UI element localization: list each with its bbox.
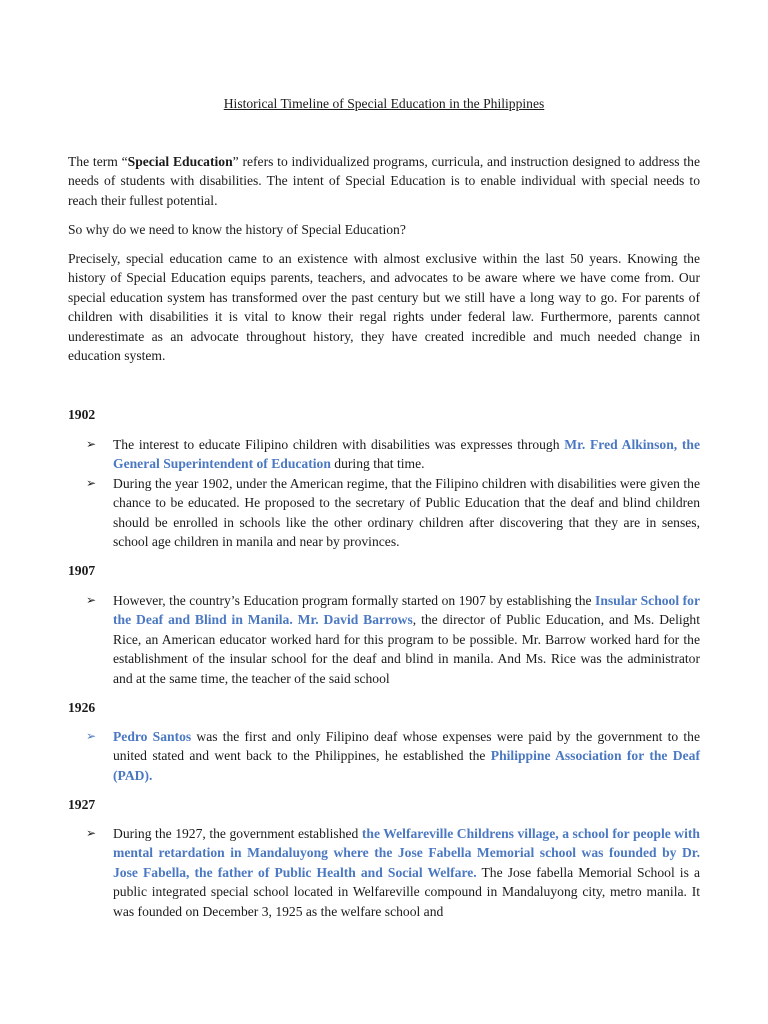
list-item: ➢ However, the country’s Education program formally started on 1907 by establishing the Insular School for the Deaf and Blind in Manila. Mr. David Barrows, the director of Public Education, and Ms. Delight Rice, an American educator worked hard for this program to be possible. Mr. Barrow worked hard for the establishment of the insular school for the deaf and blind in manila. And Ms. Rice was the administrator and at the same time, the teacher of the said school — [86, 593, 701, 686]
page-title: Historical Timeline of Special Education in the Philippines — [223, 96, 545, 111]
bullet-list-1927 — [86, 824, 700, 921]
arrow-bullet-icon: ➢ — [86, 475, 97, 490]
list-item: ➢ During the year 1902, under the American regime, that the Filipino children with disabilities were given the chance to be educated. He proposed to the secretary of Public Education that the deaf and blind children should be enrolled in schools like the other ordinary children after discovering that they are in senses, school age children in manila and near by provinces. — [86, 475, 700, 550]
year-heading-1927: 1927 — [68, 797, 96, 812]
bullet-list-1926 — [86, 727, 700, 785]
list-item: ➢ During the 1927, the government established the Welfareville Childrens village, a school for people with mental retardation in Mandaluyong where the Jose Fabella Memorial school was founded by Dr. Jose Fabella, the father of Public Health and Social Welfare. The Jose fabella Memorial School is a public integrated special school located in Welfareville compound in Mandaluyong city, metro manila. It was founded on December 3, 1925 as the welfare school and — [86, 826, 700, 919]
arrow-bullet-icon: ➢ — [86, 437, 97, 451]
year-heading-1926: 1926 — [68, 700, 96, 715]
highlight-text: Mr. Fred Alkinson, the General Superintendent of Education — [113, 437, 700, 472]
highlight-text: the Welfareville Childrens village, a school for people with mental retardation in Mandaluyong where the Jose Fabella Memorial school was founded by Dr. Jose Fabella, the father of Public Health and Social Welfare. — [113, 826, 700, 880]
year-heading-1907: 1907 — [68, 563, 96, 578]
bullet-list-1902 — [86, 435, 700, 551]
highlight-text: Philippine Association for the Deaf (PAD). — [113, 748, 700, 783]
year-heading-1902: 1902 — [68, 407, 96, 422]
intro-paragraph: The term “Special Education” refers to individualized programs, curricula, and instruction designed to address the needs of students with disabilities. The intent of Special Education is to enable individual with special needs to reach their fullest potential. — [68, 154, 700, 208]
arrow-bullet-icon: ➢ — [86, 729, 97, 743]
special-education-term: Special Education — [127, 154, 233, 169]
list-item: ➢ Pedro Santos was the first and only Filipino deaf whose expenses were paid by the government to the united stated and went back to the Philippines, he established the Philippine Association for the Deaf (PAD). — [86, 729, 700, 783]
arrow-bullet-icon: ➢ — [86, 826, 97, 840]
highlight-text: Insular School for the Deaf and Blind in Manila. Mr. David Barrows — [113, 593, 700, 628]
list-item: ➢ The interest to educate Filipino children with disabilities was expresses through Mr. Fred Alkinson, the General Superintendent of Education during that time. — [86, 437, 700, 472]
bullet-list-1907 — [86, 591, 700, 688]
highlight-text: Pedro Santos — [113, 729, 192, 744]
question-paragraph: So why do we need to know the history of Special Education? — [68, 222, 406, 237]
arrow-bullet-icon: ➢ — [86, 593, 97, 607]
history-paragraph: Precisely, special education came to an existence with almost exclusive within the last 50 years. Knowing the history of Special Education equips parents, teachers, and advocates to be aware where we have come from. Our special education system has transformed over the past century but we still have a long way to go. For parents of children with disabilities it is vital to know their regal rights under federal law. Furthermore, parents cannot underestimate as an advocate throughout history, they have created incredible and much needed change in education system. — [68, 251, 700, 364]
